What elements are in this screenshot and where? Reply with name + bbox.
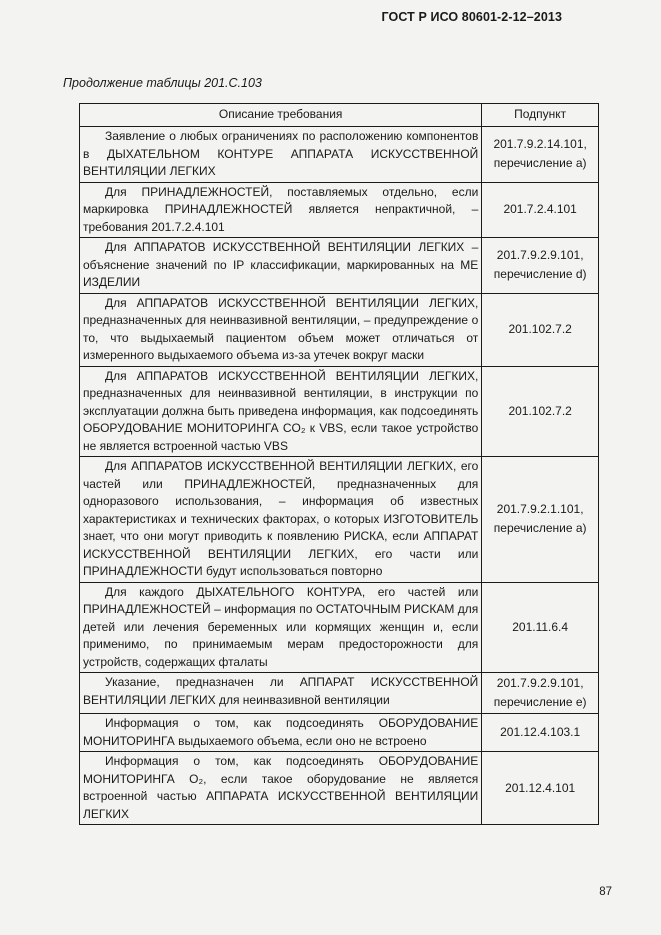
requirement-description: Информация о том, как подсоединять ОБОРУДОВАНИЕ МОНИТОРИНГА O₂, если такое оборудование не является встроенной частью АППАРАТА ИСКУССТВЕННОЙ ВЕНТИЛЯЦИИ ЛЕГКИХ [80, 752, 482, 825]
requirement-subclause: 201.7.9.2.9.101, перечисление e) [482, 673, 599, 714]
table-row [80, 673, 599, 714]
requirement-description: Для АППАРАТОВ ИСКУССТВЕННОЙ ВЕНТИЛЯЦИИ ЛЕГКИХ, предназначенных для неинвазивной вентиляции, в инструкции по эксплуатации должна быть приведена информация, как подсоединять ОБОРУДОВАНИЕ МОНИТОРИНГА CO₂ к VBS, если такое устройство не является встроенной частью VBS [80, 366, 482, 457]
requirement-subclause: 201.7.2.4.101 [482, 182, 599, 238]
table-row [80, 238, 599, 294]
requirement-subclause: 201.11.6.4 [482, 582, 599, 673]
requirement-description: Информация о том, как подсоединять ОБОРУДОВАНИЕ МОНИТОРИНГА выдыхаемого объема, если оно не встроено [80, 714, 482, 752]
document-code: ГОСТ Р ИСО 80601-2-12–2013 [381, 10, 562, 24]
column-header-description: Описание требования [80, 104, 482, 127]
requirement-subclause: 201.102.7.2 [482, 366, 599, 457]
table-header-row [80, 104, 599, 127]
table-continuation-title: Продолжение таблицы 201.С.103 [63, 76, 262, 90]
requirement-subclause: 201.7.9.2.14.101, перечисление a) [482, 127, 599, 183]
table-row [80, 582, 599, 673]
page-number: 87 [599, 886, 612, 898]
table-row [80, 127, 599, 183]
table-row [80, 457, 599, 583]
requirement-description: Для АППАРАТОВ ИСКУССТВЕННОЙ ВЕНТИЛЯЦИИ ЛЕГКИХ, предназначенных для неинвазивной вентиляции, – предупреждение о то, что выдыхаемый пациентом объем может отличаться от измеренного выдыхаемого объема из-за утечек вокруг маски [80, 293, 482, 366]
requirement-subclause: 201.7.9.2.1.101, перечисление a) [482, 457, 599, 583]
requirement-description: Для АППАРАТОВ ИСКУССТВЕННОЙ ВЕНТИЛЯЦИИ ЛЕГКИХ – объяснение значений по IP классификации, маркированных на МЕ ИЗДЕЛИИ [80, 238, 482, 294]
requirement-description: Указание, предназначен ли АППАРАТ ИСКУССТВЕННОЙ ВЕНТИЛЯЦИИ ЛЕГКИХ для неинвазивной вентиляции [80, 673, 482, 714]
requirement-subclause: 201.102.7.2 [482, 293, 599, 366]
requirements-table [79, 103, 599, 825]
table-row [80, 293, 599, 366]
requirement-description: Для каждого ДЫХАТЕЛЬНОГО КОНТУРА, его частей или ПРИНАДЛЕЖНОСТЕЙ – информация по ОСТАТОЧНЫМ РИСКАМ для детей или лечения беременных или кормящих женщин и, если применимо, по принимаемым мерам предосторожности для устройств, содержащих фталаты [80, 582, 482, 673]
table-row [80, 752, 599, 825]
column-header-subclause: Подпункт [482, 104, 599, 127]
requirement-description: Для ПРИНАДЛЕЖНОСТЕЙ, поставляемых отдельно, если маркировка ПРИНАДЛЕЖНОСТЕЙ является непрактичной, – требования 201.7.2.4.101 [80, 182, 482, 238]
table-row [80, 182, 599, 238]
requirement-subclause: 201.12.4.103.1 [482, 714, 599, 752]
table-row [80, 714, 599, 752]
table-row [80, 366, 599, 457]
requirement-description: Заявление о любых ограничениях по расположению компонентов в ДЫХАТЕЛЬНОМ КОНТУРЕ АППАРАТА ИСКУССТВЕННОЙ ВЕНТИЛЯЦИИ ЛЕГКИХ [80, 127, 482, 183]
requirement-subclause: 201.12.4.101 [482, 752, 599, 825]
requirement-description: Для АППАРАТОВ ИСКУССТВЕННОЙ ВЕНТИЛЯЦИИ ЛЕГКИХ, его частей или ПРИНАДЛЕЖНОСТЕЙ, предназначенных для одноразового использования, – информация об известных характеристиках и технических факторах, о которых ИЗГОТОВИТЕЛЬ знает, что они могут приводить к появлению РИСКА, если АППАРАТ ИСКУССТВЕННОЙ ВЕНТИЛЯЦИИ ЛЕГКИХ, его части или ПРИНАДЛЕЖНОСТИ будут использоваться повторно [80, 457, 482, 583]
requirement-subclause: 201.7.9.2.9.101, перечисление d) [482, 238, 599, 294]
